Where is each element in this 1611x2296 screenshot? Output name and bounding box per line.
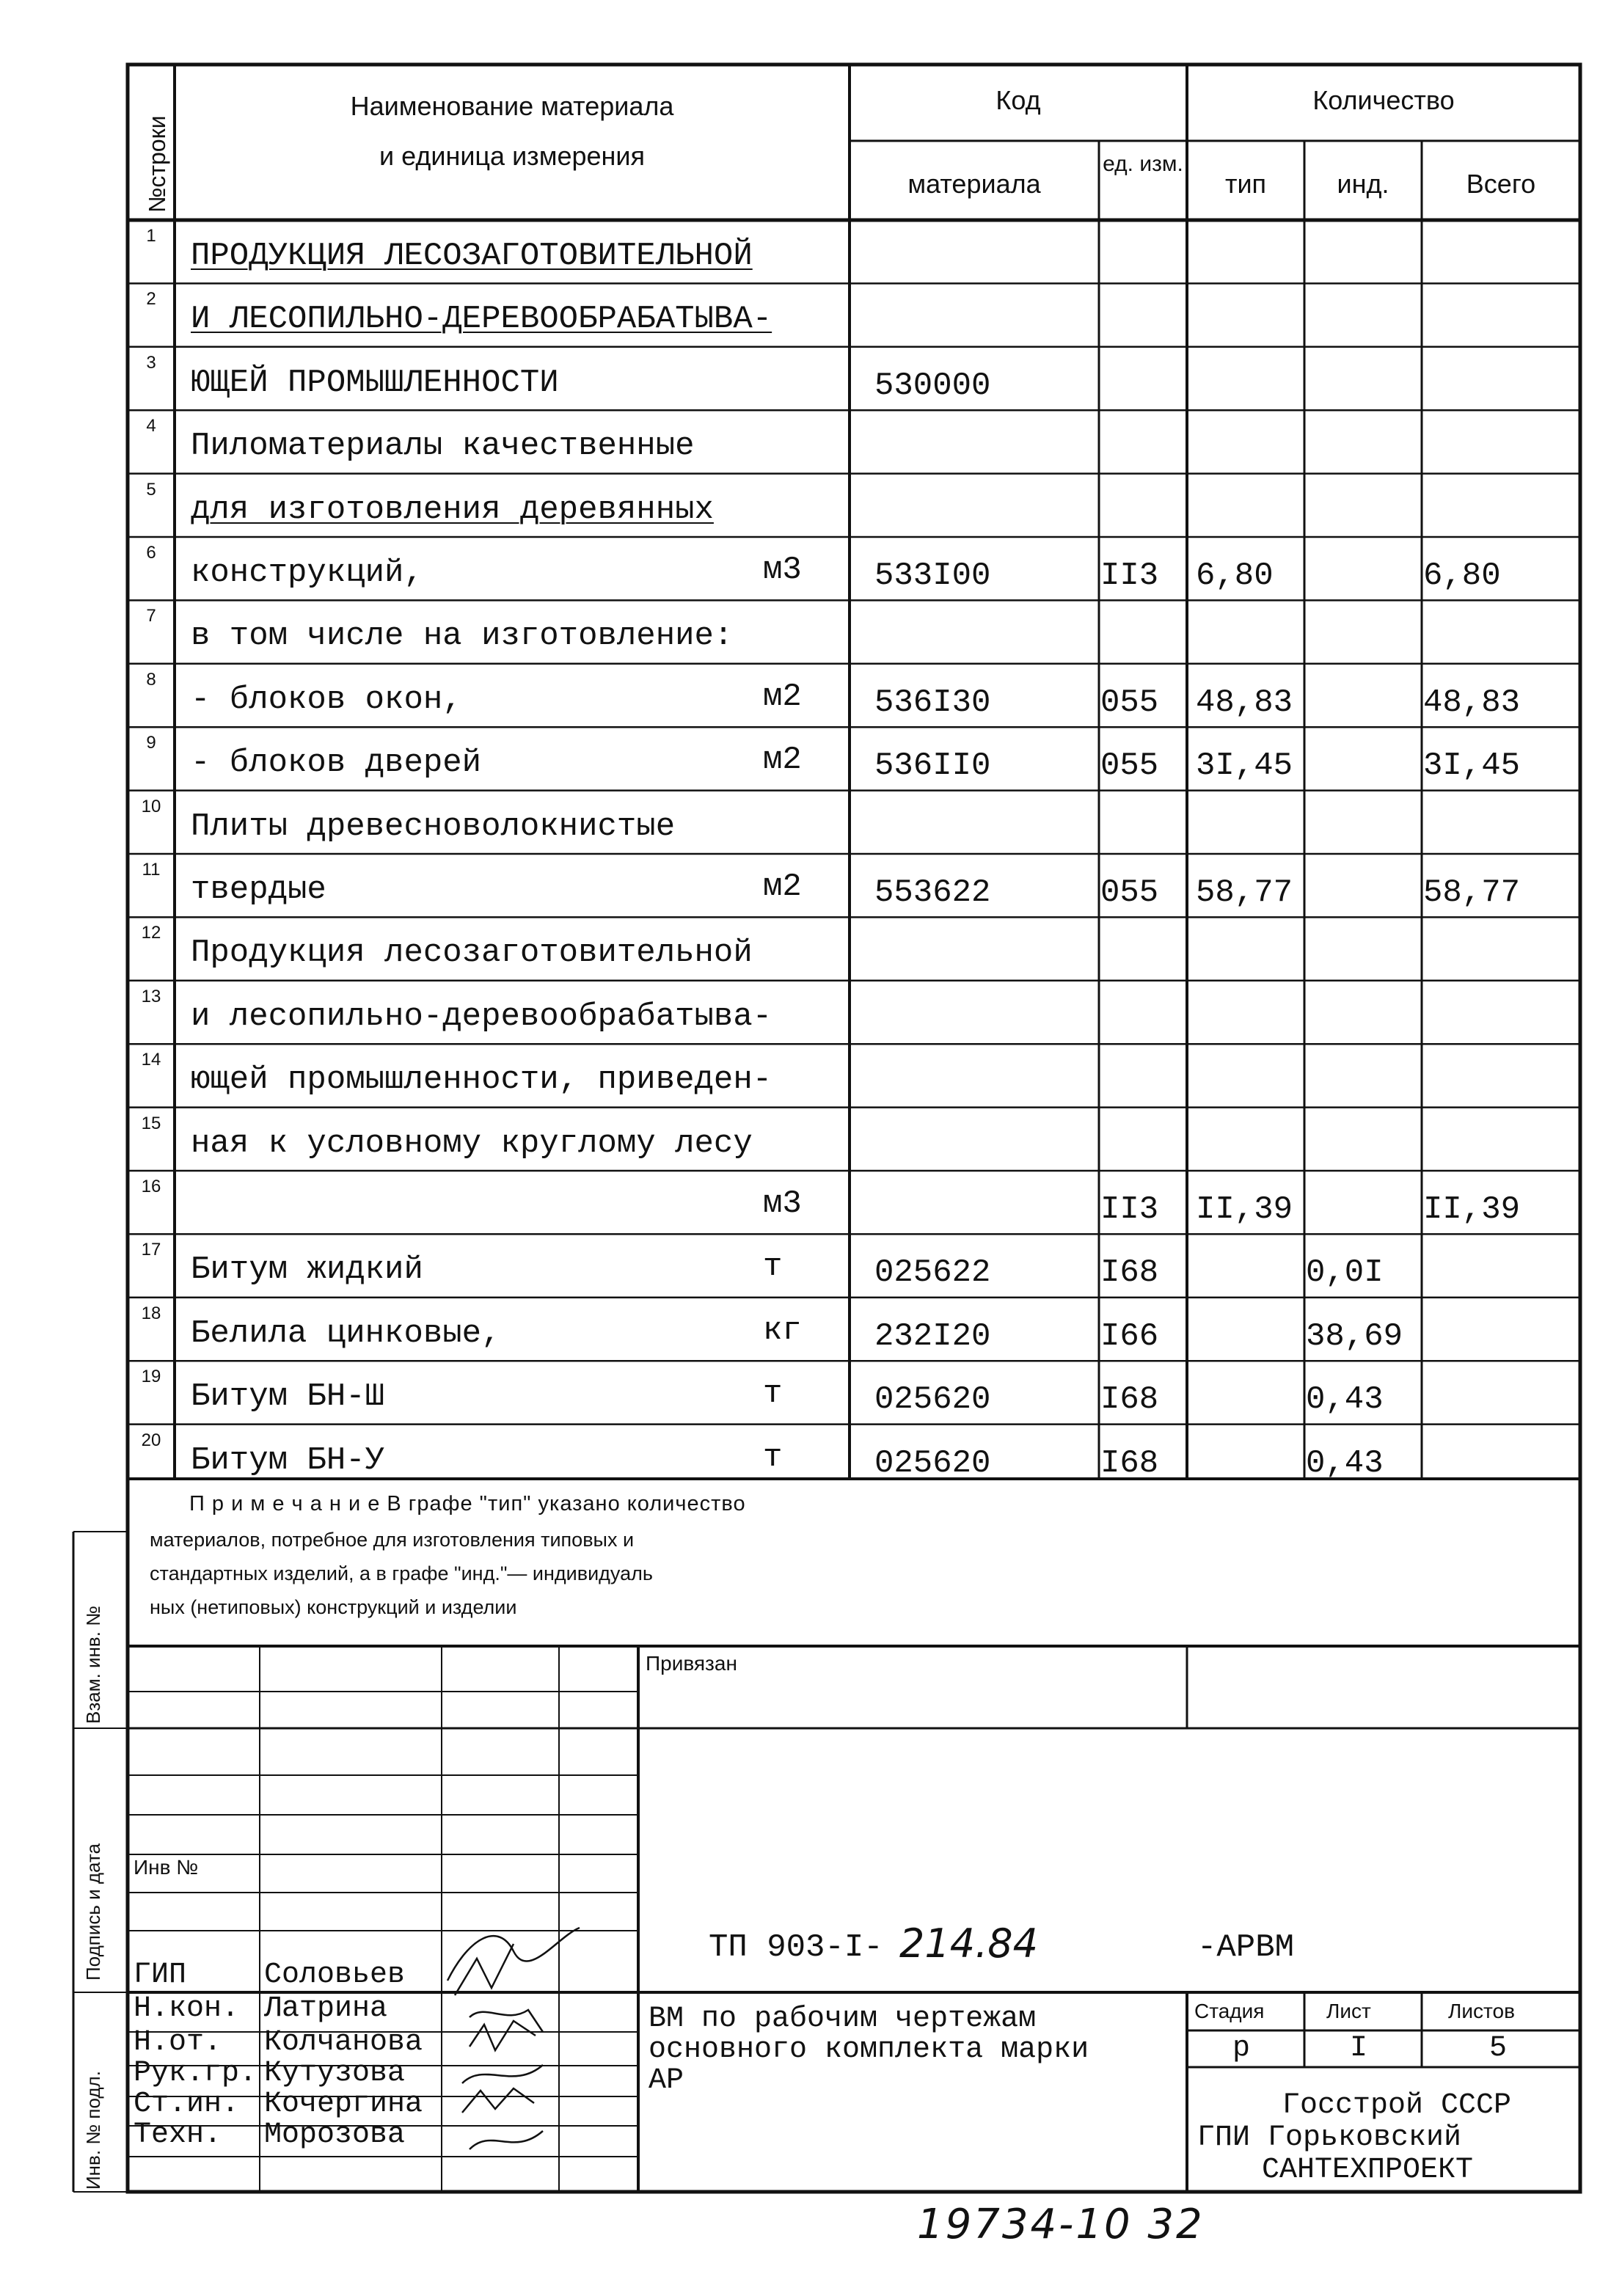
row-number: 1 [146,226,156,246]
signer-role: Ст.ин. [134,2088,240,2121]
material-name: Продукция лесозаготовительной [191,935,753,972]
material-code: 232I20 [874,1317,991,1355]
qty-ind: 38,69 [1306,1317,1403,1355]
row-number: 4 [146,416,156,436]
material-name: для изготовления деревянных [191,491,714,528]
qty-type: 3I,45 [1196,747,1293,785]
unit: т [763,1438,783,1476]
unit: т [763,1248,783,1286]
material-name: в том числе на изготовление: [191,618,734,655]
unit-code: II3 [1100,1191,1159,1228]
unit-code: 055 [1100,874,1159,911]
material-code: 025622 [874,1254,991,1292]
row-number: 13 [141,986,161,1006]
material-name: И ЛЕСОПИЛЬНО-ДЕРЕВООБРАБАТЫВА- [191,301,772,338]
signer-role: ГИП [134,1959,187,1992]
header-quantity: Количество [1312,85,1455,115]
note-line-2: материалов, потребное для изготовления типовых и [150,1529,635,1551]
material-code: 025620 [874,1444,991,1482]
unit: м2 [763,742,802,779]
unit: кг [763,1312,802,1349]
material-name: ная к условному круглому лесу [191,1125,753,1162]
qty-type: II,39 [1196,1191,1293,1228]
signer-name: Соловьев [264,1959,406,1992]
qty-ind: 0,43 [1306,1381,1384,1419]
material-code: 553622 [874,874,991,911]
row-number: 5 [146,479,156,500]
material-name: Битум жидкий [191,1251,423,1289]
row-number: 7 [146,606,156,626]
material-name: ЮЩЕЙ ПРОМЫШЛЕННОСТИ [191,364,559,401]
row-number: 3 [146,352,156,373]
qty-total: 48,83 [1423,684,1521,721]
qty-ind: 0,43 [1306,1444,1384,1482]
unit-code: I68 [1100,1444,1159,1482]
stage-label: Стадия [1194,2000,1265,2022]
doc-code-handwritten: 214.84 [899,1920,1038,1967]
doc-mark: -АРВМ [1197,1929,1295,1966]
row-number: 20 [141,1430,161,1450]
material-name: твердые [191,871,326,908]
stamp-number: 19734-10 32 [917,2201,1205,2248]
material-code: 025620 [874,1381,991,1419]
material-name: Белила цинковые, [191,1315,501,1352]
material-name: и лесопильно-деревообрабатыва- [191,998,772,1035]
signer-name: Колчанова [264,2026,423,2059]
material-code: 536II0 [874,747,991,785]
material-name: Пиломатериалы качественные [191,428,695,465]
side-vzam: Взам. инв. № [82,1605,104,1724]
signer-name: Латрина [264,1992,388,2025]
unit: м3 [763,1185,802,1222]
unit-code: I66 [1100,1317,1159,1355]
unit-code: 055 [1100,747,1159,785]
inv-no-label: Инв № [134,1856,199,1879]
qty-total: 6,80 [1423,557,1501,594]
doc-title-line-2: основного комплекта марки [649,2033,1089,2066]
doc-title-line-3: АР [649,2064,684,2097]
unit: м2 [763,869,802,905]
side-podpis: Подпись и дата [82,1843,104,1981]
row-number: 14 [141,1050,161,1070]
header-code: Код [996,85,1041,115]
row-number: 12 [141,923,161,943]
stage-value: р [1232,2032,1251,2065]
row-number: 10 [141,796,161,816]
qty-ind: 0,0I [1306,1254,1384,1292]
header-qty-total: Всего [1466,169,1536,199]
signer-name: Кутузова [264,2057,406,2090]
unit-code: I68 [1100,1381,1159,1419]
sheet-value: I [1350,2032,1368,2065]
sheets-value: 5 [1489,2032,1508,2065]
material-code: 536I30 [874,684,991,721]
qty-total: 58,77 [1423,874,1521,911]
header-qty-ind: инд. [1337,169,1389,199]
sheets-label: Листов [1448,2000,1515,2022]
material-name: Плиты древесноволокнистые [191,808,676,845]
privyazan-label: Привязан [646,1652,737,1675]
header-code-unit: ед. изм. [1103,152,1183,176]
material-code: 530000 [874,367,991,404]
material-name: ПРОДУКЦИЯ ЛЕСОЗАГОТОВИТЕЛЬНОЙ [191,238,753,274]
material-name: ющей промышленности, приведен- [191,1061,772,1099]
unit: м3 [763,552,802,588]
side-inv-podl: Инв. № подл. [82,2071,104,2190]
row-number: 16 [141,1177,161,1196]
qty-total: II,39 [1423,1191,1521,1228]
qty-type: 58,77 [1196,874,1293,911]
header-name-line1: Наименование материала [350,91,674,121]
doc-code-prefix: ТП 903-I- [709,1929,883,1966]
material-name: конструкций, [191,555,423,591]
unit-code: II3 [1100,557,1159,594]
row-number: 15 [141,1113,161,1133]
row-number: 19 [141,1367,161,1387]
row-number: 17 [141,1240,161,1260]
row-number: 6 [146,543,156,563]
signer-role: Техн. [134,2118,222,2151]
note-line-1: П р и м е ч а н и е В графе "тип" указано количество [189,1492,746,1516]
qty-type: 6,80 [1196,557,1274,594]
material-name: - блоков дверей [191,745,482,782]
qty-total: 3I,45 [1423,747,1521,785]
signer-role: Н.от. [134,2026,222,2059]
signer-role: Рук.гр. [134,2057,257,2090]
row-number: 8 [146,669,156,690]
unit-code: 055 [1100,684,1159,721]
header-qty-type: тип [1224,169,1267,199]
note-line-3: стандартных изделий, а в графе "инд."— индивидуаль [150,1562,653,1584]
note-line-4: ных (нетиповых) конструкций и изделии [150,1596,517,1618]
material-code: 533I00 [874,557,991,594]
unit: т [763,1375,783,1413]
header-name-line2: и единица измерения [379,141,645,171]
sheet-label: Лист [1326,2000,1371,2022]
row-number: 2 [146,289,156,310]
header-code-material: материала [907,169,1041,199]
org-line-3: САНТЕХПРОЕКТ [1262,2154,1474,2187]
signer-role: Н.кон. [134,1992,240,2025]
unit-code: I68 [1100,1254,1159,1292]
signer-name: Кочергина [264,2088,423,2121]
row-number: 11 [142,860,161,880]
doc-title-line-1: ВМ по рабочим чертежам [649,2003,1037,2036]
material-name: Битум БН-У [191,1441,385,1479]
header-row-no: №строки [144,115,170,213]
unit: м2 [763,678,802,715]
org-line-2: ГПИ Горьковский [1197,2121,1462,2154]
org-line-1: Госстрой СССР [1282,2089,1512,2122]
material-name: - блоков окон, [191,681,462,718]
row-number: 18 [141,1303,161,1323]
material-name: Битум БН-Ш [191,1378,385,1416]
signer-name: Морозова [264,2118,406,2151]
qty-type: 48,83 [1196,684,1293,721]
row-number: 9 [146,733,156,753]
